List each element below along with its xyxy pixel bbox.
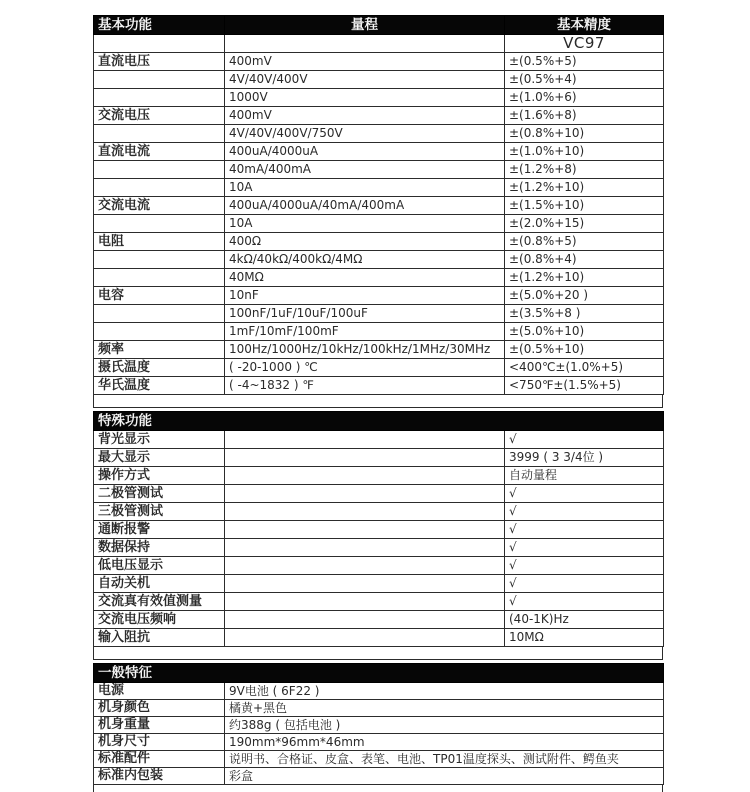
acc-cell: ±(5.0%+10)	[505, 323, 664, 341]
table-row	[94, 768, 664, 785]
label-cell: 自动关机	[94, 575, 225, 593]
acc-cell: <400℃±(1.0%+5)	[505, 359, 664, 377]
table-row	[94, 287, 664, 305]
blank-cell	[225, 449, 505, 467]
acc-cell: ±(0.8%+10)	[505, 125, 664, 143]
table-row	[94, 521, 664, 539]
table-row	[94, 71, 664, 89]
range-cell: 10A	[225, 215, 505, 233]
label-cell: 标准配件	[94, 751, 225, 768]
func-cell: 摄氏温度	[94, 359, 225, 377]
section-header-row	[94, 412, 664, 431]
value-cell: √	[505, 485, 664, 503]
func-cell: 华氏温度	[94, 377, 225, 395]
table-row	[94, 89, 664, 107]
empty-cell	[225, 35, 505, 53]
basic-functions-table	[93, 15, 664, 395]
func-cell: 交流电压	[94, 107, 225, 125]
table-row	[94, 215, 664, 233]
label-cell: 二极管测试	[94, 485, 225, 503]
table-row	[94, 557, 664, 575]
blank-cell	[225, 503, 505, 521]
label-cell: 背光显示	[94, 431, 225, 449]
value-cell: √	[505, 539, 664, 557]
table-row	[94, 467, 664, 485]
value-cell: 10MΩ	[505, 629, 664, 647]
label-cell: 电源	[94, 683, 225, 700]
label-cell: 输入阻抗	[94, 629, 225, 647]
table-row	[94, 611, 664, 629]
empty-cell	[94, 35, 225, 53]
func-cell: 交流电流	[94, 197, 225, 215]
func-cell	[94, 215, 225, 233]
func-cell	[94, 269, 225, 287]
range-cell: 40mA/400mA	[225, 161, 505, 179]
table-row	[94, 485, 664, 503]
label-cell: 交流真有效值测量	[94, 593, 225, 611]
table-row	[94, 359, 664, 377]
value-cell: 橘黄+黑色	[225, 700, 664, 717]
label-cell: 机身重量	[94, 717, 225, 734]
label-cell: 数据保持	[94, 539, 225, 557]
table-row	[94, 503, 664, 521]
func-cell	[94, 323, 225, 341]
func-cell	[94, 251, 225, 269]
label-cell: 标准内包装	[94, 768, 225, 785]
range-cell: ( -20-1000 ) ℃	[225, 359, 505, 377]
range-cell: 100nF/1uF/10uF/100uF	[225, 305, 505, 323]
table-row	[94, 53, 664, 71]
acc-cell: ±(1.0%+6)	[505, 89, 664, 107]
func-cell: 频率	[94, 341, 225, 359]
section-spacer	[93, 646, 663, 660]
table-row	[94, 575, 664, 593]
special-functions-table	[93, 411, 664, 647]
section-header-special: 特殊功能	[94, 412, 664, 431]
func-cell	[94, 161, 225, 179]
range-cell: 400mV	[225, 53, 505, 71]
range-cell: 400uA/4000uA	[225, 143, 505, 161]
value-cell: 9V电池 ( 6F22 )	[225, 683, 664, 700]
label-cell: 通断报警	[94, 521, 225, 539]
range-cell: 4kΩ/40kΩ/400kΩ/4MΩ	[225, 251, 505, 269]
section-header-general: 一般特征	[94, 664, 664, 683]
value-cell: √	[505, 593, 664, 611]
column-header-accuracy: 基本精度	[505, 16, 664, 35]
acc-cell: ±(0.5%+10)	[505, 341, 664, 359]
table-row	[94, 305, 664, 323]
range-cell: 40MΩ	[225, 269, 505, 287]
spec-table-wrap	[93, 15, 663, 792]
table-row	[94, 449, 664, 467]
acc-cell: ±(1.2%+10)	[505, 179, 664, 197]
range-cell: 10A	[225, 179, 505, 197]
acc-cell: ±(3.5%+8 )	[505, 305, 664, 323]
table-row	[94, 323, 664, 341]
range-cell: 1000V	[225, 89, 505, 107]
table-row	[94, 197, 664, 215]
section-spacer	[93, 394, 663, 408]
acc-cell: ±(1.5%+10)	[505, 197, 664, 215]
func-cell	[94, 89, 225, 107]
value-cell: √	[505, 431, 664, 449]
range-cell: 4V/40V/400V/750V	[225, 125, 505, 143]
value-cell: √	[505, 503, 664, 521]
table-row	[94, 143, 664, 161]
acc-cell: ±(1.0%+10)	[505, 143, 664, 161]
value-cell: √	[505, 575, 664, 593]
value-cell: √	[505, 557, 664, 575]
blank-cell	[225, 467, 505, 485]
label-cell: 低电压显示	[94, 557, 225, 575]
func-cell	[94, 125, 225, 143]
table-row	[94, 734, 664, 751]
func-cell	[94, 71, 225, 89]
range-cell: 4V/40V/400V	[225, 71, 505, 89]
blank-cell	[225, 593, 505, 611]
table-row	[94, 233, 664, 251]
blank-cell	[225, 521, 505, 539]
table-row	[94, 431, 664, 449]
table-row	[94, 629, 664, 647]
value-cell: 自动量程	[505, 467, 664, 485]
acc-cell: ±(1.6%+8)	[505, 107, 664, 125]
column-header-range: 量程	[225, 16, 505, 35]
acc-cell: ±(0.5%+5)	[505, 53, 664, 71]
table-header-row	[94, 16, 664, 35]
table-row	[94, 179, 664, 197]
acc-cell: ±(1.2%+8)	[505, 161, 664, 179]
blank-cell	[225, 431, 505, 449]
blank-cell	[225, 557, 505, 575]
acc-cell: ±(0.8%+5)	[505, 233, 664, 251]
clipped-bottom-row	[93, 784, 663, 792]
value-cell: √	[505, 521, 664, 539]
value-cell: 约388g ( 包括电池 )	[225, 717, 664, 734]
acc-cell: ±(0.8%+4)	[505, 251, 664, 269]
acc-cell: ±(1.2%+10)	[505, 269, 664, 287]
label-cell: 操作方式	[94, 467, 225, 485]
label-cell: 交流电压频响	[94, 611, 225, 629]
table-row	[94, 683, 664, 700]
range-cell: 400uA/4000uA/40mA/400mA	[225, 197, 505, 215]
func-cell: 电阻	[94, 233, 225, 251]
acc-cell: ±(2.0%+15)	[505, 215, 664, 233]
func-cell	[94, 179, 225, 197]
table-row	[94, 593, 664, 611]
func-cell: 直流电压	[94, 53, 225, 71]
range-cell: 400mV	[225, 107, 505, 125]
section-header-row	[94, 664, 664, 683]
table-row	[94, 269, 664, 287]
func-cell: 直流电流	[94, 143, 225, 161]
table-row	[94, 539, 664, 557]
table-row	[94, 251, 664, 269]
blank-cell	[225, 611, 505, 629]
table-row	[94, 751, 664, 768]
table-row	[94, 125, 664, 143]
value-cell: 3999 ( 3 3/4位 )	[505, 449, 664, 467]
table-row	[94, 700, 664, 717]
blank-cell	[225, 485, 505, 503]
label-cell: 三极管测试	[94, 503, 225, 521]
acc-cell: ±(5.0%+20 )	[505, 287, 664, 305]
value-cell: 彩盒	[225, 768, 664, 785]
label-cell: 机身尺寸	[94, 734, 225, 751]
table-row	[94, 107, 664, 125]
model-row	[94, 35, 664, 53]
range-cell: 100Hz/1000Hz/10kHz/100kHz/1MHz/30MHz	[225, 341, 505, 359]
acc-cell: ±(0.5%+4)	[505, 71, 664, 89]
blank-cell	[225, 539, 505, 557]
model-name: VC97	[505, 35, 664, 53]
blank-cell	[225, 575, 505, 593]
table-row	[94, 377, 664, 395]
range-cell: 400Ω	[225, 233, 505, 251]
label-cell: 最大显示	[94, 449, 225, 467]
func-cell: 电容	[94, 287, 225, 305]
range-cell: 1mF/10mF/100mF	[225, 323, 505, 341]
range-cell: ( -4~1832 ) ℉	[225, 377, 505, 395]
table-row	[94, 161, 664, 179]
column-header-function: 基本功能	[94, 16, 225, 35]
acc-cell: <750℉±(1.5%+5)	[505, 377, 664, 395]
general-features-table	[93, 663, 664, 785]
range-cell: 10nF	[225, 287, 505, 305]
value-cell: (40-1K)Hz	[505, 611, 664, 629]
blank-cell	[225, 629, 505, 647]
label-cell: 机身颜色	[94, 700, 225, 717]
func-cell	[94, 305, 225, 323]
table-row	[94, 717, 664, 734]
value-cell: 190mm*96mm*46mm	[225, 734, 664, 751]
value-cell: 说明书、合格证、皮盒、表笔、电池、TP01温度探头、测试附件、鳄鱼夹	[225, 751, 664, 768]
table-row	[94, 341, 664, 359]
